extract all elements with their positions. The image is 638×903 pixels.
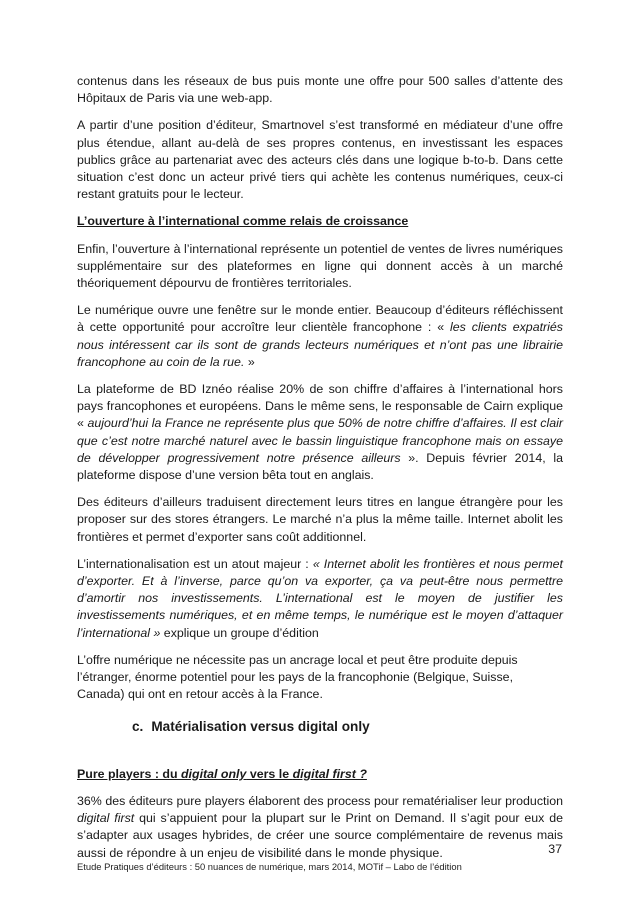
- subsection-label: Matérialisation versus digital only: [151, 718, 370, 734]
- section-heading: L’ouverture à l’international comme relais de croissance: [77, 214, 409, 229]
- text-span: La plateforme de BD Iznéo réalise 20% de son chiffre d’affaires à l’international hors pays francophones et européens. Dans le même sens, le responsable de Cairn explique «: [77, 382, 563, 431]
- text-span: 36% des éditeurs pure players élaborent des process pour rematérialiser leur production: [77, 793, 563, 808]
- text-span: ». Depuis février 2014, la plateforme dispose d’une version bêta tout en anglais.: [77, 450, 563, 483]
- quote-text: « Internet abolit les frontières et nous permet d’exporter. Et à l’inverse, parce qu’on va exporter, ça va peut-être nous permettre d’amortir nos investissements. L’international est le moyen de justifier les investissements numériques, et en même temps, le numérique est le moyen d’attaquer l’international »: [77, 556, 563, 640]
- page-number: 37: [548, 842, 562, 856]
- text-span: L’internationalisation est un atout majeur :: [77, 556, 313, 571]
- text-span-italic: digital first ?: [292, 766, 367, 781]
- page-footer: Etude Pratiques d’éditeurs : 50 nuances de numérique, mars 2014, MOTif – Labo de l’édition: [77, 861, 462, 872]
- text-span: »: [244, 354, 255, 369]
- quote-text: les clients expatriés nous intéressent car ils sont de grands lecteurs numériques et n’ont pas une librairie francophone au coin de la rue.: [77, 320, 563, 369]
- text-span: Pure players : du: [77, 766, 181, 781]
- quote-text: aujourd’hui la France ne représente plus que 50% de notre chiffre d’affaires. Il est clair que c’est notre marché naturel avec le bassin linguistique francophone mais on essaye de développer progressivement notre présence ailleurs: [77, 416, 563, 465]
- paragraph: Enfin, l’ouverture à l’international représente un potentiel de ventes de livres numériques supplémentaire sur des plateformes en ligne qui donnent accès à un marché théoriquement dépourvu de frontières territoriales.: [77, 241, 563, 291]
- subsection-number: c.: [132, 718, 144, 734]
- document-body: [77, 73, 563, 872]
- paragraph: [77, 381, 563, 484]
- paragraph: Des éditeurs d’ailleurs traduisent directement leurs titres en langue étrangère pour les proposer sur des stores étrangers. Le marché n’a plus la même taille. Internet abolit les frontières et permet d’exporter sans coût additionnel.: [77, 495, 563, 544]
- text-span-italic: digital first: [77, 811, 135, 826]
- paragraph: contenus dans les réseaux de bus puis monte une offre pour 500 salles d’attente des Hôpitaux de Paris via une web-app.: [77, 74, 563, 106]
- text-span: qui s’appuient pour la plupart sur le Print on Demand. Il s’agit pour eux de s’adapter aux usages hybrides, de créer une source complémentaire de revenus mais aussi de répondre à un enjeu de visibilité dans le monde physique.: [77, 811, 563, 860]
- paragraph: L’offre numérique ne nécessite pas un ancrage local et peut être produite depuis l’étranger, énorme potentiel pour les pays de la francophonie (Belgique, Suisse, Canada) qui ont en retour accès à la France.: [77, 652, 518, 702]
- section-heading: [77, 766, 563, 783]
- paragraph: [77, 302, 563, 371]
- text-span: explique un groupe d’édition: [160, 625, 319, 640]
- paragraph: [77, 556, 563, 642]
- subsection-title: [132, 718, 563, 735]
- paragraph: [77, 793, 563, 862]
- text-span: Le numérique ouvre une fenêtre sur le monde entier. Beaucoup d’éditeurs réfléchissent à cette opportunité pour accroître leur clientèle francophone : «: [77, 303, 563, 335]
- text-span: vers le: [246, 766, 293, 781]
- text-span-italic: digital only: [180, 766, 247, 781]
- paragraph: A partir d’une position d’éditeur, Smartnovel s’est transformé en médiateur d’une offre plus étendue, allant au-delà de ses propres contenus, en investissant les espaces publics grâce au partenariat avec des acteurs clés dans une logique b-to-b. Dans cette situation c’est donc un acteur privé tiers qui achète les contenus numériques, ceux-ci restant gratuits pour le lecteur.: [77, 118, 563, 202]
